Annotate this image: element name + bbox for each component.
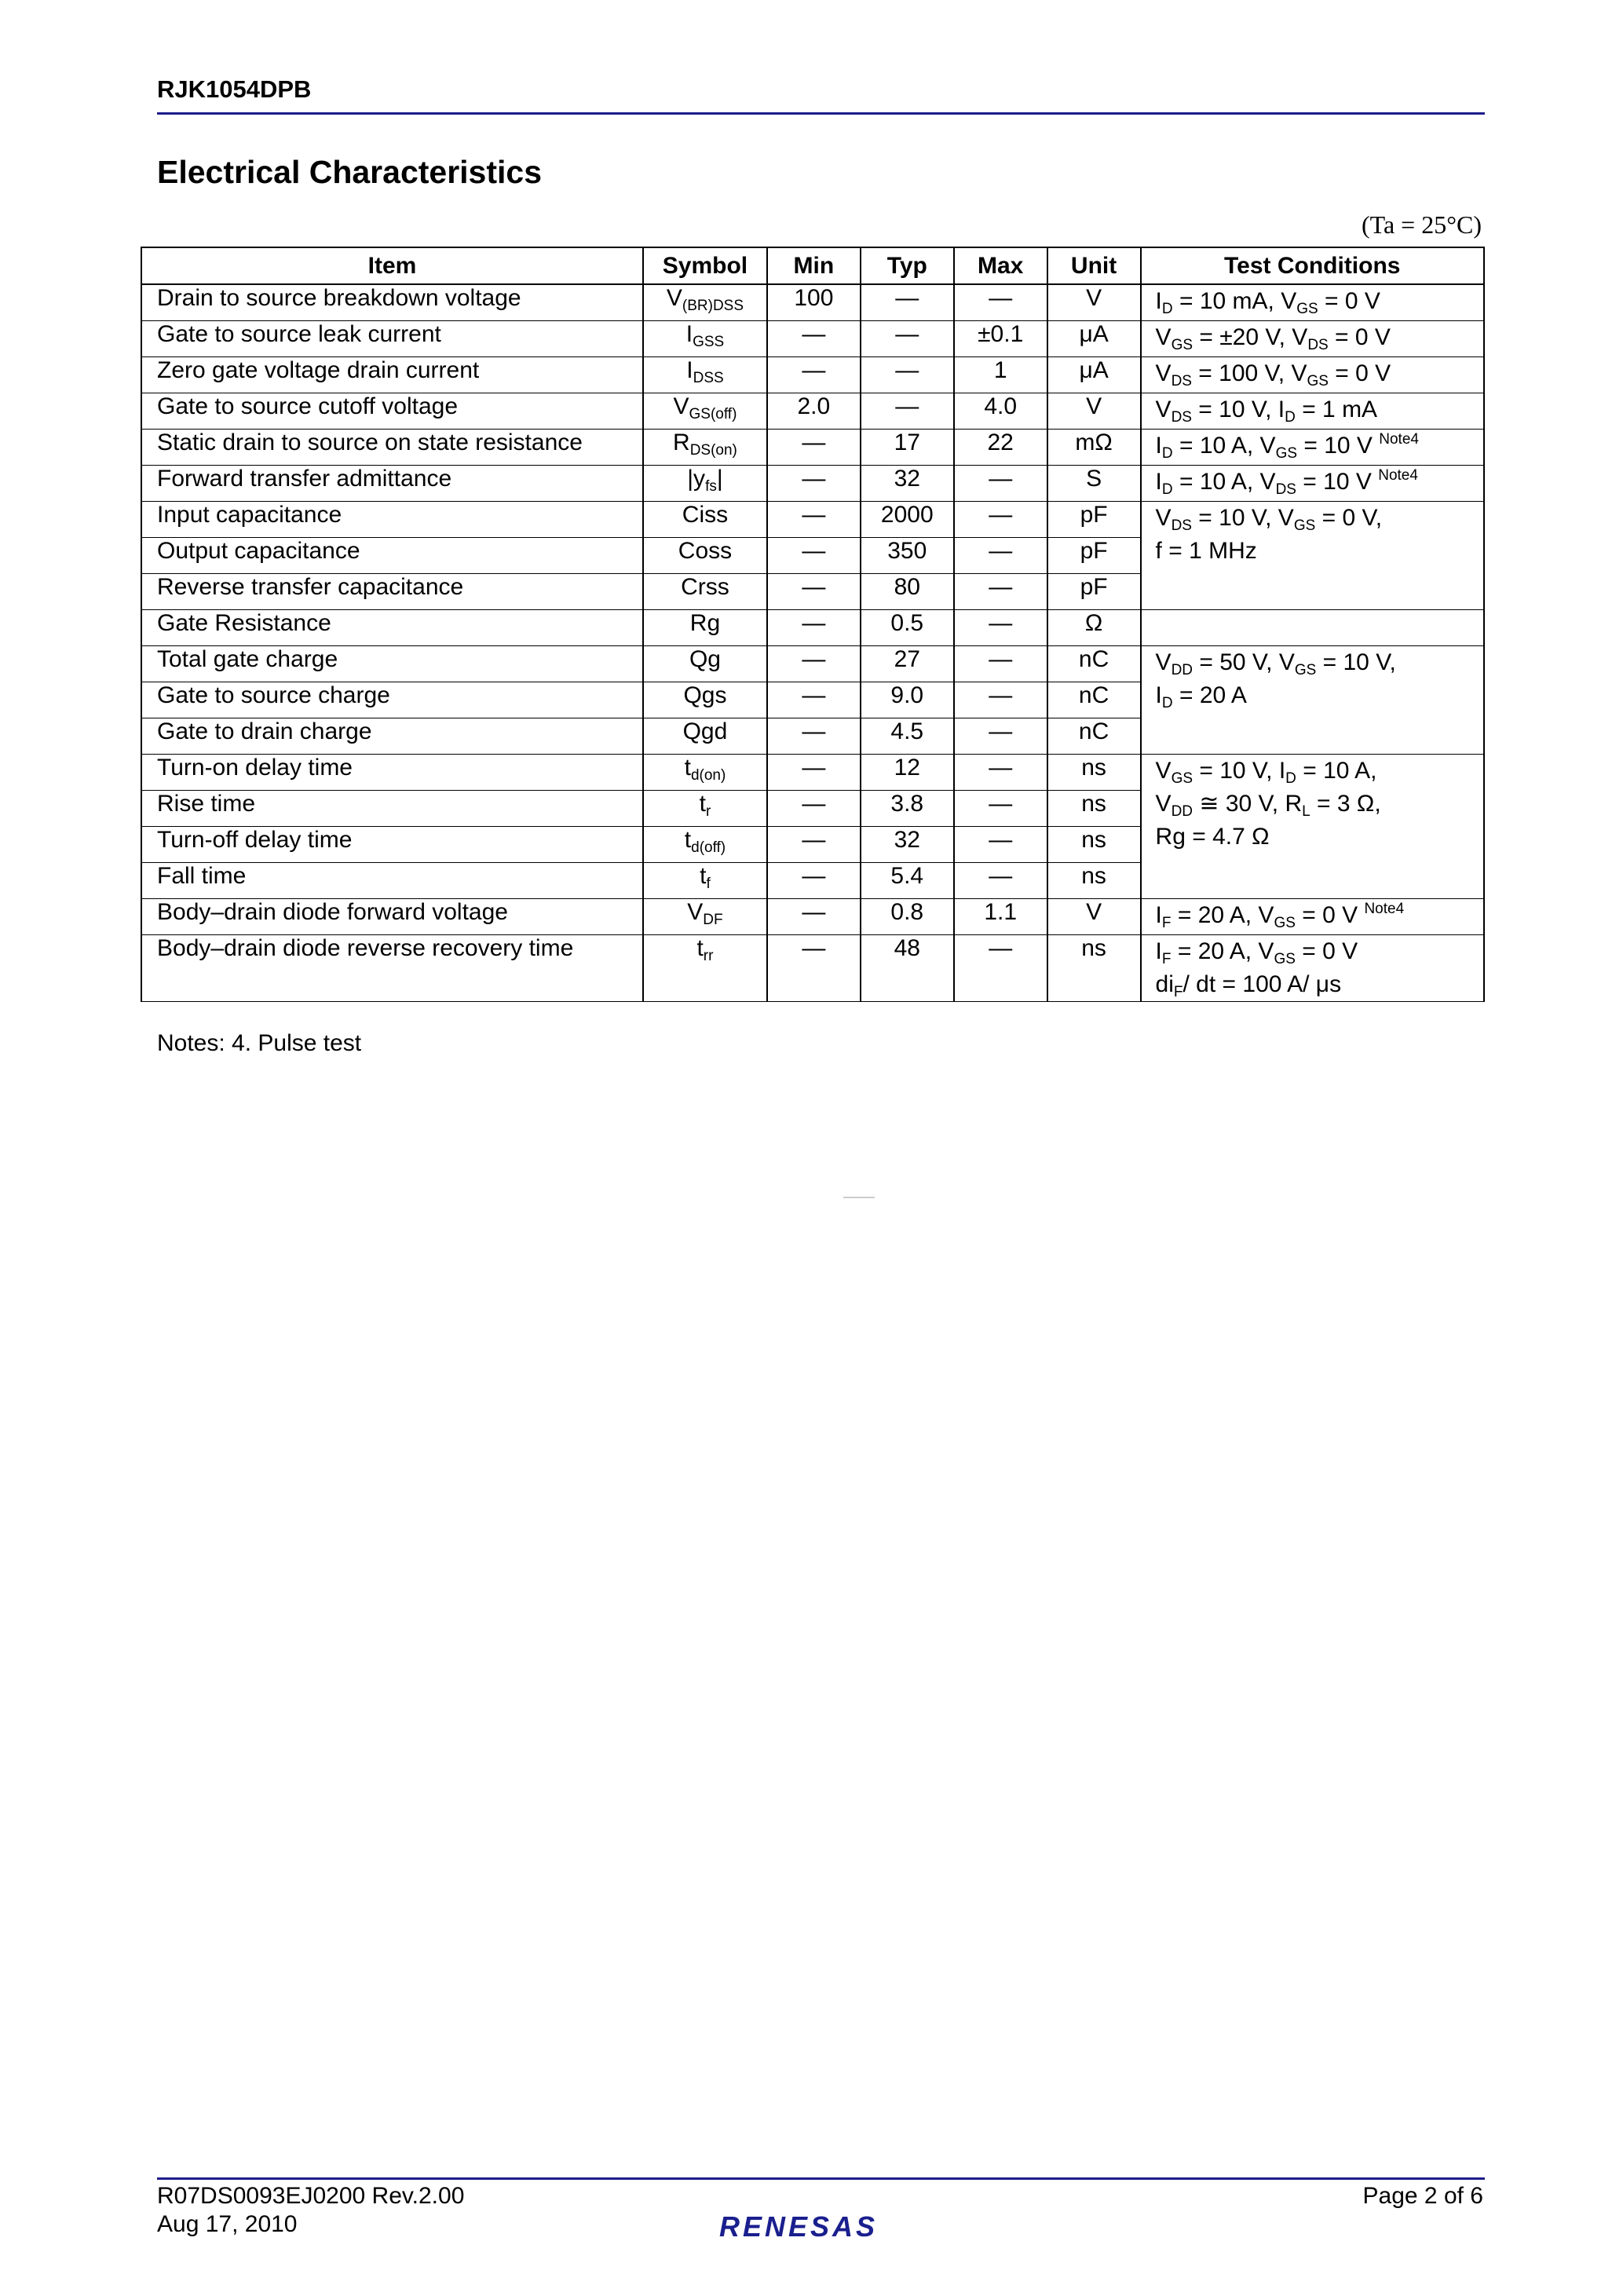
col-header: Max [954,247,1047,284]
symbol-cell [643,646,767,682]
condition-line [1156,321,1477,354]
typ-cell: 0.5 [861,610,954,646]
page-number: Page 2 of 6 [1362,2183,1483,2209]
condition-line [1156,899,1477,932]
symbol-text: V [673,393,689,419]
condition-segment: = 20 A, V [1171,938,1274,964]
condition-segment: DS [1171,373,1192,389]
col-header: Test Conditions [1141,247,1484,284]
min-cell: — [767,502,861,538]
typ-cell: — [861,357,954,393]
doc-number: R07DS0093EJ0200 Rev.2.00 [157,2183,465,2209]
min-cell: — [767,357,861,393]
condition-segment: Note4 [1379,431,1419,448]
condition-segment: = 10 V, I [1191,397,1285,422]
condition-segment: D [1161,695,1173,711]
condition-segment: = ±20 V, V [1193,324,1308,350]
symbol-cell [643,899,767,935]
item-cell: Input capacitance [141,502,643,538]
condition-segment: D [1285,770,1296,787]
min-cell: — [767,899,861,935]
test-conditions-cell [1141,610,1484,646]
table-header-row [141,247,1484,284]
unit-cell: nC [1047,682,1141,718]
typ-cell: 27 [861,646,954,682]
item-cell: Rise time [141,791,643,827]
symbol-subscript: DS(on) [689,442,737,459]
min-cell: 100 [767,284,861,321]
condition-line [1156,535,1477,568]
symbol-text: R [673,430,690,455]
table-row [141,284,1484,321]
symbol-text: I [685,321,693,347]
table-row [141,646,1484,682]
symbol-text: Qgd [682,718,728,744]
min-cell: — [767,610,861,646]
condition-segment: = 10 V [1297,433,1380,459]
min-cell: — [767,574,861,610]
max-cell: — [954,935,1047,1002]
max-cell: — [954,755,1047,791]
max-cell: 22 [954,430,1047,466]
condition-segment: DS [1171,517,1192,534]
min-cell: — [767,935,861,1002]
symbol-subscript: DSS [693,370,724,386]
condition-segment: ≅ 30 V, R [1193,791,1303,817]
typ-cell: 3.8 [861,791,954,827]
condition-segment: V [1155,324,1172,350]
max-cell: — [954,827,1047,863]
item-cell: Reverse transfer capacitance [141,574,643,610]
symbol-cell [643,935,767,1002]
col-header: Symbol [643,247,767,284]
condition-segment: D [1161,301,1173,317]
unit-cell: μA [1047,357,1141,393]
unit-cell: V [1047,393,1141,430]
condition-segment: = 10 V, [1316,649,1396,675]
symbol-text: Qg [689,646,721,672]
unit-cell: ns [1047,827,1141,863]
condition-segment: I [1155,902,1162,928]
test-conditions-cell [1141,430,1484,466]
item-cell: Gate to source charge [141,682,643,718]
typ-cell: 12 [861,755,954,791]
min-cell: 2.0 [767,393,861,430]
min-cell: — [767,646,861,682]
condition-segment: = 0 V [1328,324,1391,350]
typ-cell: 48 [861,935,954,1002]
table-row [141,466,1484,502]
divider [843,1197,875,1198]
renesas-logo [719,2210,878,2243]
unit-cell: mΩ [1047,430,1141,466]
symbol-cell [643,755,767,791]
item-cell: Static drain to source on state resistance [141,430,643,466]
condition-segment: f = 1 MHz [1155,538,1257,564]
symbol-subscript: DF [703,912,723,928]
condition-segment: V [1155,505,1172,531]
table-row [141,357,1484,393]
symbol-suffix: | [716,466,723,492]
condition-segment: F [1173,984,1183,1000]
unit-cell: μA [1047,321,1141,357]
test-conditions-cell [1141,646,1484,755]
symbol-cell [643,791,767,827]
condition-segment: L [1302,803,1310,820]
symbol-text: Rg [689,610,721,636]
table-row [141,935,1484,1002]
condition-segment: = 20 A [1172,682,1247,708]
item-cell: Body–drain diode reverse recovery time [141,935,643,1002]
condition-segment: D [1161,481,1173,498]
min-cell: — [767,538,861,574]
typ-cell: 2000 [861,502,954,538]
condition-segment: = 10 V [1296,469,1379,495]
condition-segment: I [1155,682,1162,708]
typ-cell: — [861,284,954,321]
symbol-subscript: f [706,876,711,892]
typ-cell: 32 [861,466,954,502]
typ-cell: 32 [861,827,954,863]
test-conditions-cell [1141,755,1484,899]
condition-line [1156,968,1477,1001]
unit-cell: pF [1047,502,1141,538]
typ-cell: — [861,321,954,357]
unit-cell: ns [1047,791,1141,827]
symbol-subscript: fs [705,478,717,495]
test-conditions-cell [1141,321,1484,357]
max-cell: — [954,791,1047,827]
max-cell: — [954,284,1047,321]
notes: Notes: 4. Pulse test [157,1030,362,1056]
item-cell: Output capacitance [141,538,643,574]
condition-line [1156,821,1477,854]
item-cell: Drain to source breakdown voltage [141,284,643,321]
condition-segment: GS [1296,301,1318,317]
symbol-cell [643,393,767,430]
min-cell: — [767,321,861,357]
min-cell: — [767,430,861,466]
condition-line [1156,393,1477,426]
min-cell: — [767,718,861,755]
test-conditions-cell [1141,284,1484,321]
condition-segment: / dt = 100 A/ μs [1183,971,1342,997]
symbol-subscript: GS(off) [689,406,737,422]
condition-segment: GS [1307,373,1329,389]
symbol-cell [643,863,767,899]
test-conditions-cell [1141,393,1484,430]
condition-segment: = 100 V, V [1191,360,1307,386]
doc-date: Aug 17, 2010 [157,2211,298,2237]
condition-line [1156,466,1477,499]
item-cell: Gate to source cutoff voltage [141,393,643,430]
condition-segment: di [1155,971,1174,997]
max-cell: — [954,538,1047,574]
header-rule [157,112,1485,115]
max-cell: — [954,682,1047,718]
symbol-cell [643,682,767,718]
max-cell: — [954,466,1047,502]
min-cell: — [767,682,861,718]
typ-cell: — [861,393,954,430]
symbol-cell [643,284,767,321]
symbol-text: t [696,935,704,961]
test-conditions-cell [1141,502,1484,610]
condition-line [1156,430,1477,462]
symbol-cell [643,718,767,755]
symbol-text: t [700,863,707,889]
max-cell: — [954,574,1047,610]
max-cell: — [954,610,1047,646]
condition-segment: = 10 V, V [1191,505,1294,531]
symbol-subscript: rr [703,948,714,964]
item-cell: Forward transfer admittance [141,466,643,502]
symbol-text: V [687,899,704,925]
logo-text: RENESAS [719,2210,879,2243]
unit-cell: nC [1047,718,1141,755]
test-conditions-cell [1141,466,1484,502]
typ-cell: 17 [861,430,954,466]
footer-rule [157,2177,1485,2180]
condition-segment: D [1161,445,1173,462]
typ-cell: 80 [861,574,954,610]
condition-segment: = 10 A, V [1172,433,1276,459]
electrical-characteristics-table [141,247,1485,1002]
item-cell: Zero gate voltage drain current [141,357,643,393]
condition-line [1156,502,1477,535]
table-row [141,430,1484,466]
unit-cell: ns [1047,755,1141,791]
condition-segment: V [1155,758,1172,784]
item-cell: Total gate charge [141,646,643,682]
table-body [141,284,1484,1002]
part-number: RJK1054DPB [157,75,312,103]
condition-segment: DS [1275,481,1296,498]
min-cell: — [767,791,861,827]
condition-segment: = 0 V, [1315,505,1383,531]
symbol-cell [643,827,767,863]
min-cell: — [767,755,861,791]
item-cell: Body–drain diode forward voltage [141,899,643,935]
min-cell: — [767,827,861,863]
condition-segment: = 0 V [1318,288,1380,314]
condition-line [1156,788,1477,821]
condition-segment: I [1155,288,1162,314]
symbol-text: Crss [681,574,729,600]
typ-cell: 0.8 [861,899,954,935]
condition-segment: Note4 [1378,467,1418,484]
condition-segment: I [1155,433,1162,459]
condition-segment: DD [1171,803,1193,820]
symbol-cell [643,466,767,502]
symbol-text: |y [687,466,706,492]
typ-cell: 4.5 [861,718,954,755]
max-cell: — [954,718,1047,755]
condition-segment: DS [1307,337,1329,353]
condition-line [1156,646,1477,679]
table-row [141,393,1484,430]
unit-cell: pF [1047,574,1141,610]
condition-segment: = 0 V [1295,938,1358,964]
unit-cell: pF [1047,538,1141,574]
item-cell: Gate Resistance [141,610,643,646]
ambient-condition: (Ta = 25°C) [1361,210,1482,239]
item-cell: Fall time [141,863,643,899]
condition-line [1156,357,1477,390]
condition-segment: V [1155,649,1172,675]
unit-cell: S [1047,466,1141,502]
condition-segment: = 10 A, V [1172,469,1276,495]
symbol-cell [643,430,767,466]
symbol-cell [643,321,767,357]
condition-segment: GS [1171,770,1193,787]
typ-cell: 5.4 [861,863,954,899]
symbol-subscript: d(off) [691,839,726,856]
max-cell: — [954,863,1047,899]
unit-cell: V [1047,284,1141,321]
symbol-text: t [699,791,706,817]
condition-segment: GS [1275,445,1298,462]
unit-cell: Ω [1047,610,1141,646]
unit-cell: ns [1047,863,1141,899]
condition-segment: V [1155,397,1172,422]
condition-line [1156,285,1477,318]
min-cell: — [767,863,861,899]
table-row [141,502,1484,538]
condition-segment: F [1161,915,1172,931]
typ-cell: 9.0 [861,682,954,718]
symbol-subscript: d(on) [690,767,726,784]
symbol-cell [643,357,767,393]
unit-cell: V [1047,899,1141,935]
condition-segment: DS [1171,409,1192,426]
table-row [141,899,1484,935]
item-cell: Turn-on delay time [141,755,643,791]
condition-line [1156,679,1477,712]
condition-segment: = 10 A, [1296,758,1377,784]
condition-line [1156,935,1477,968]
max-cell: ±0.1 [954,321,1047,357]
symbol-text: Coss [678,538,733,564]
symbol-text: I [686,357,693,383]
condition-line [1156,755,1477,788]
test-conditions-cell [1141,357,1484,393]
typ-cell: 350 [861,538,954,574]
condition-segment: I [1155,938,1162,964]
condition-segment: DD [1171,662,1193,678]
symbol-cell [643,538,767,574]
max-cell: — [954,502,1047,538]
symbol-text: V [666,285,682,311]
condition-segment: = 10 mA, V [1172,288,1297,314]
condition-segment: = 3 Ω, [1310,791,1381,817]
item-cell: Gate to source leak current [141,321,643,357]
symbol-text: Ciss [682,502,729,528]
symbol-subscript: (BR)DSS [682,298,744,314]
unit-cell: nC [1047,646,1141,682]
symbol-text: t [684,827,692,853]
condition-segment: = 50 V, V [1193,649,1295,675]
symbol-text: Qgs [683,682,727,708]
condition-segment: = 1 mA [1295,397,1378,422]
symbol-cell [643,502,767,538]
condition-segment: GS [1274,915,1296,931]
col-header: Unit [1047,247,1141,284]
condition-segment: GS [1274,951,1296,967]
symbol-subscript: GSS [693,334,725,350]
condition-segment: I [1155,469,1162,495]
max-cell: 1 [954,357,1047,393]
section-title: Electrical Characteristics [157,154,542,190]
min-cell: — [767,466,861,502]
test-conditions-cell [1141,935,1484,1002]
condition-segment: = 0 V [1328,360,1391,386]
condition-segment: GS [1294,662,1317,678]
condition-segment: F [1161,951,1172,967]
item-cell: Turn-off delay time [141,827,643,863]
col-header: Min [767,247,861,284]
test-conditions-cell [1141,899,1484,935]
condition-segment: V [1155,360,1172,386]
condition-segment: Rg = 4.7 Ω [1155,824,1270,850]
condition-segment: = 0 V [1295,902,1365,928]
col-header: Item [141,247,643,284]
item-cell: Gate to drain charge [141,718,643,755]
unit-cell: ns [1047,935,1141,1002]
max-cell: 1.1 [954,899,1047,935]
symbol-cell [643,574,767,610]
max-cell: — [954,646,1047,682]
condition-segment: GS [1171,337,1193,353]
symbol-subscript: r [705,803,711,820]
condition-segment: = 10 V, I [1193,758,1286,784]
condition-segment: D [1285,409,1296,426]
table-row [141,321,1484,357]
col-header: Typ [861,247,954,284]
symbol-text: t [684,755,691,781]
max-cell: 4.0 [954,393,1047,430]
table-row [141,755,1484,791]
condition-segment: Note4 [1364,901,1405,917]
symbol-cell [643,610,767,646]
table-row [141,610,1484,646]
condition-segment: GS [1293,517,1316,534]
condition-segment: = 20 A, V [1171,902,1274,928]
condition-segment: V [1155,791,1172,817]
